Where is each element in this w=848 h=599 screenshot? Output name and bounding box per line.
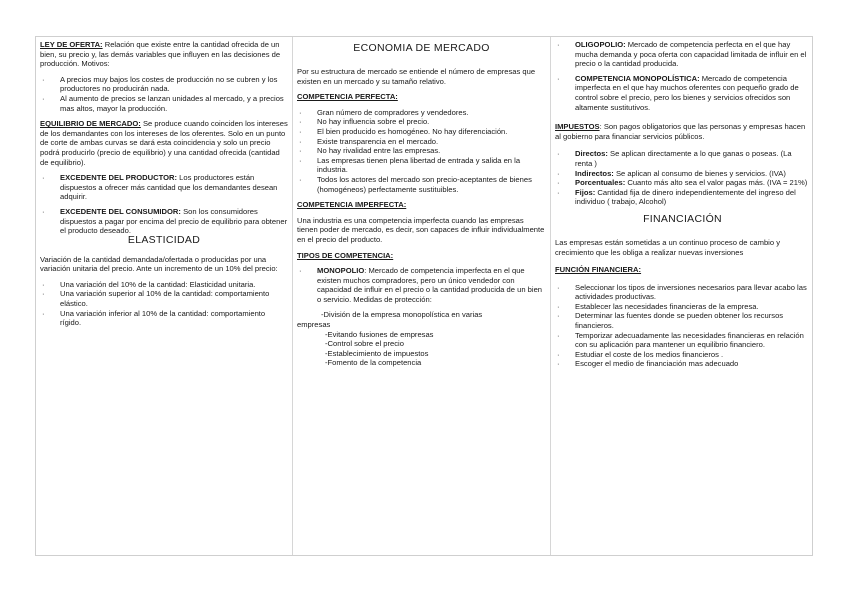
elasticidad-list: [40, 280, 288, 328]
document-sheet: [35, 36, 813, 556]
column-right: [551, 37, 814, 555]
list-item: · No hay influencia sobre el precio.: [297, 117, 546, 127]
column-left: [36, 37, 293, 555]
list-item: · Una variación del 10% de la cantidad: Elasticidad unitaria.: [40, 280, 288, 290]
ley-oferta-paragraph: [40, 40, 288, 69]
financiacion-heading: FINANCIACIÓN: [643, 212, 722, 225]
impuestos-text: : Son pagos obligatorios que las personas y empresas hacen al gobierno para financiar servicios públicos.: [555, 122, 806, 141]
column-middle: [293, 37, 551, 555]
list-item: · Determinar las fuentes donde se pueden obtener los recursos financieros.: [555, 311, 810, 330]
funcion-list: [555, 283, 810, 369]
list-item: · Escoger el medio de financiación mas adecuado: [555, 359, 810, 369]
list-item: · Una variación superior al 10% de la cantidad: comportamiento elástico.: [40, 289, 288, 308]
list-item: · A precios muy bajos los costes de producción no se cubren y los productores no producirán nada.: [40, 75, 288, 94]
impuestos-list: [555, 149, 810, 207]
competencia-perfecta-heading: COMPETENCIA PERFECTA:: [297, 92, 398, 102]
list-item: · Temporizar adecuadamente las necesidades financieras en relación con su aplicación para mantener un equilibrio financiero.: [555, 331, 810, 350]
monopolio-text: : Mercado de competencia imperfecta en el que existen muchos compradores, pero un único vendedor con capacidad de influir en el precio o la cantidad producida de un bien o servicio. Medidas de protección:: [317, 266, 543, 304]
list-item: · No hay rivalidad entre las empresas.: [297, 146, 546, 156]
financiacion-text: Las empresas están sometidas a un continuo proceso de cambio y crecimiento que les obliga a realizar nuevas inversiones: [555, 237, 780, 257]
excedentes-list: [40, 173, 288, 236]
economia-mercado-heading: ECONOMIA DE MERCADO: [353, 42, 490, 54]
competencia-imperfecta-heading: COMPETENCIA IMPERFECTA:: [297, 200, 407, 210]
impuesto-desc: Cantidad fija de dinero independientemente del ingreso del individuo ( trabajo, Alcohol): [575, 187, 796, 207]
medida-item: -Establecimiento de impuestos: [325, 348, 429, 358]
list-item: · Establecer las necesidades financieras de la empresa.: [555, 302, 810, 312]
list-item: · Existe transparencia en el mercado.: [297, 137, 546, 147]
equilibrio-paragraph: [40, 119, 288, 167]
imperfecta-text: Una industria es una competencia imperfecta cuando las empresas tienen poder de mercado, es decir, son capaces de influir individualmente en el precio del producto.: [297, 215, 545, 244]
funcion-financiera-heading: FUNCIÓN FINANCIERA:: [555, 265, 642, 275]
impuestos-paragraph: [555, 122, 810, 141]
list-item: [40, 173, 288, 202]
tipos-competencia-heading: TIPOS DE COMPETENCIA:: [297, 250, 394, 260]
list-item: [555, 149, 810, 168]
tipos-list: [297, 266, 546, 304]
list-item: · Una variación inferior al 10% de la cantidad: comportamiento rígido.: [40, 309, 288, 328]
impuesto-desc: Se aplican al consumo de bienes y servicios. (IVA): [613, 168, 786, 178]
elasticidad-text: Variación de la cantidad demandada/ofertada o producidas por una variación unitaria del precio. Ante un incremento de un 10% del precio:: [40, 254, 278, 274]
impuesto-type: Fijos:: [575, 187, 596, 197]
equilibrio-title: EQUILIBRIO DE MERCADO:: [40, 119, 141, 129]
impuestos-title: IMPUESTOS: [555, 122, 600, 132]
excedente-consumidor-title: EXCEDENTE DEL CONSUMIDOR:: [60, 206, 181, 216]
list-item: · Al aumento de precios se lanzan unidades al mercado, y a precios mas altos, mayor la producción.: [40, 94, 288, 113]
medida-item: -Evitando fusiones de empresas: [325, 329, 434, 339]
list-item: [555, 40, 810, 69]
excedente-productor-text: Los productores están dispuestos a ofrecer más cantidad que los demandantes desean adquirir.: [60, 173, 278, 202]
oferta-list: [40, 75, 288, 113]
list-item: [40, 207, 288, 236]
mercado-types-list: [555, 40, 810, 112]
perfecta-list: [297, 108, 546, 194]
list-item: [555, 178, 810, 188]
division-line-cont: empresas: [297, 320, 331, 330]
list-item: · Seleccionar los tipos de inversiones necesarios para llevar acabo las actividades productivas.: [555, 283, 810, 302]
list-item: · Gran número de compradores y vendedores.: [297, 108, 546, 118]
excedente-productor-title: EXCEDENTE DEL PRODUCTOR:: [60, 173, 178, 183]
excedente-consumidor-text: Son los consumidores dispuestos a pagar por encima del precio de equilibrio para obtener el producto deseado.: [60, 206, 288, 236]
oligopolio-title: OLIGOPOLIO:: [575, 40, 626, 49]
medida-item: -Control sobre el precio: [325, 339, 404, 349]
list-item: [555, 188, 810, 207]
division-line: -División de la empresa monopolística en varias: [321, 310, 483, 320]
impuesto-type: Directos:: [575, 149, 608, 159]
impuesto-desc: Cuanto más alto sea el valor pagas más. (IVA = 21%): [625, 178, 808, 188]
impuesto-type: Indirectos:: [575, 168, 614, 178]
impuesto-type: Porcentuales:: [575, 178, 626, 188]
list-item: [555, 169, 810, 179]
list-item: [297, 266, 546, 304]
list-item: · Las empresas tienen plena libertad de entrada y salida en la industria.: [297, 156, 546, 175]
ley-oferta-title: LEY DE OFERTA:: [40, 40, 103, 49]
list-item: · El bien producido es homogéneo. No hay diferenciación.: [297, 127, 546, 137]
ley-oferta-text: Relación que existe entre la cantidad ofrecida de un bien, su precio y, las demás variables que influyen en las decisiones de producción. Motivos:: [40, 40, 281, 69]
oligopolio-text: Mercado de competencia perfecta en el que hay mucha demanda y poca oferta con capacidad limitada de influir en el precio o la cantidad producida.: [575, 40, 807, 69]
monopolistica-text: Mercado de competencia imperfecta en el que hay muchos oferentes con pequeño grado de control sobre el precio, pero los bienes y servicios ofrecidos son altamente sustitutivos.: [575, 73, 799, 112]
monopolio-title: MONOPOLIO: [317, 266, 365, 276]
elasticidad-heading: ELASTICIDAD: [127, 233, 201, 246]
list-item: · Estudiar el coste de los medios financieros .: [555, 350, 810, 360]
impuesto-desc: Se aplican directamente a lo que ganas o poseas. (La renta ): [575, 149, 792, 168]
medida-item: -Fomento de la competencia: [325, 358, 422, 368]
monopolistica-title: COMPETENCIA MONOPOLÍSTICA:: [575, 73, 700, 83]
list-item: · Todos los actores del mercado son precio-aceptantes de bienes (homogéneos) perfectamente sustituibles.: [297, 175, 546, 194]
equilibrio-text: Se produce cuando coinciden los intereses de los demandantes con los intereses de los oferentes. Solo en un punto de corte de ambas curvas se dará esta coincidencia y solo un precio podrá producirlo (precio de equilibrio) y una cantidad ofrecida (cantidad de equilibrio).: [40, 119, 288, 167]
list-item: [555, 74, 810, 112]
economia-intro: Por su estructura de mercado se entiende el número de empresas que existen en un mercado y su tamaño relativo.: [297, 67, 536, 86]
